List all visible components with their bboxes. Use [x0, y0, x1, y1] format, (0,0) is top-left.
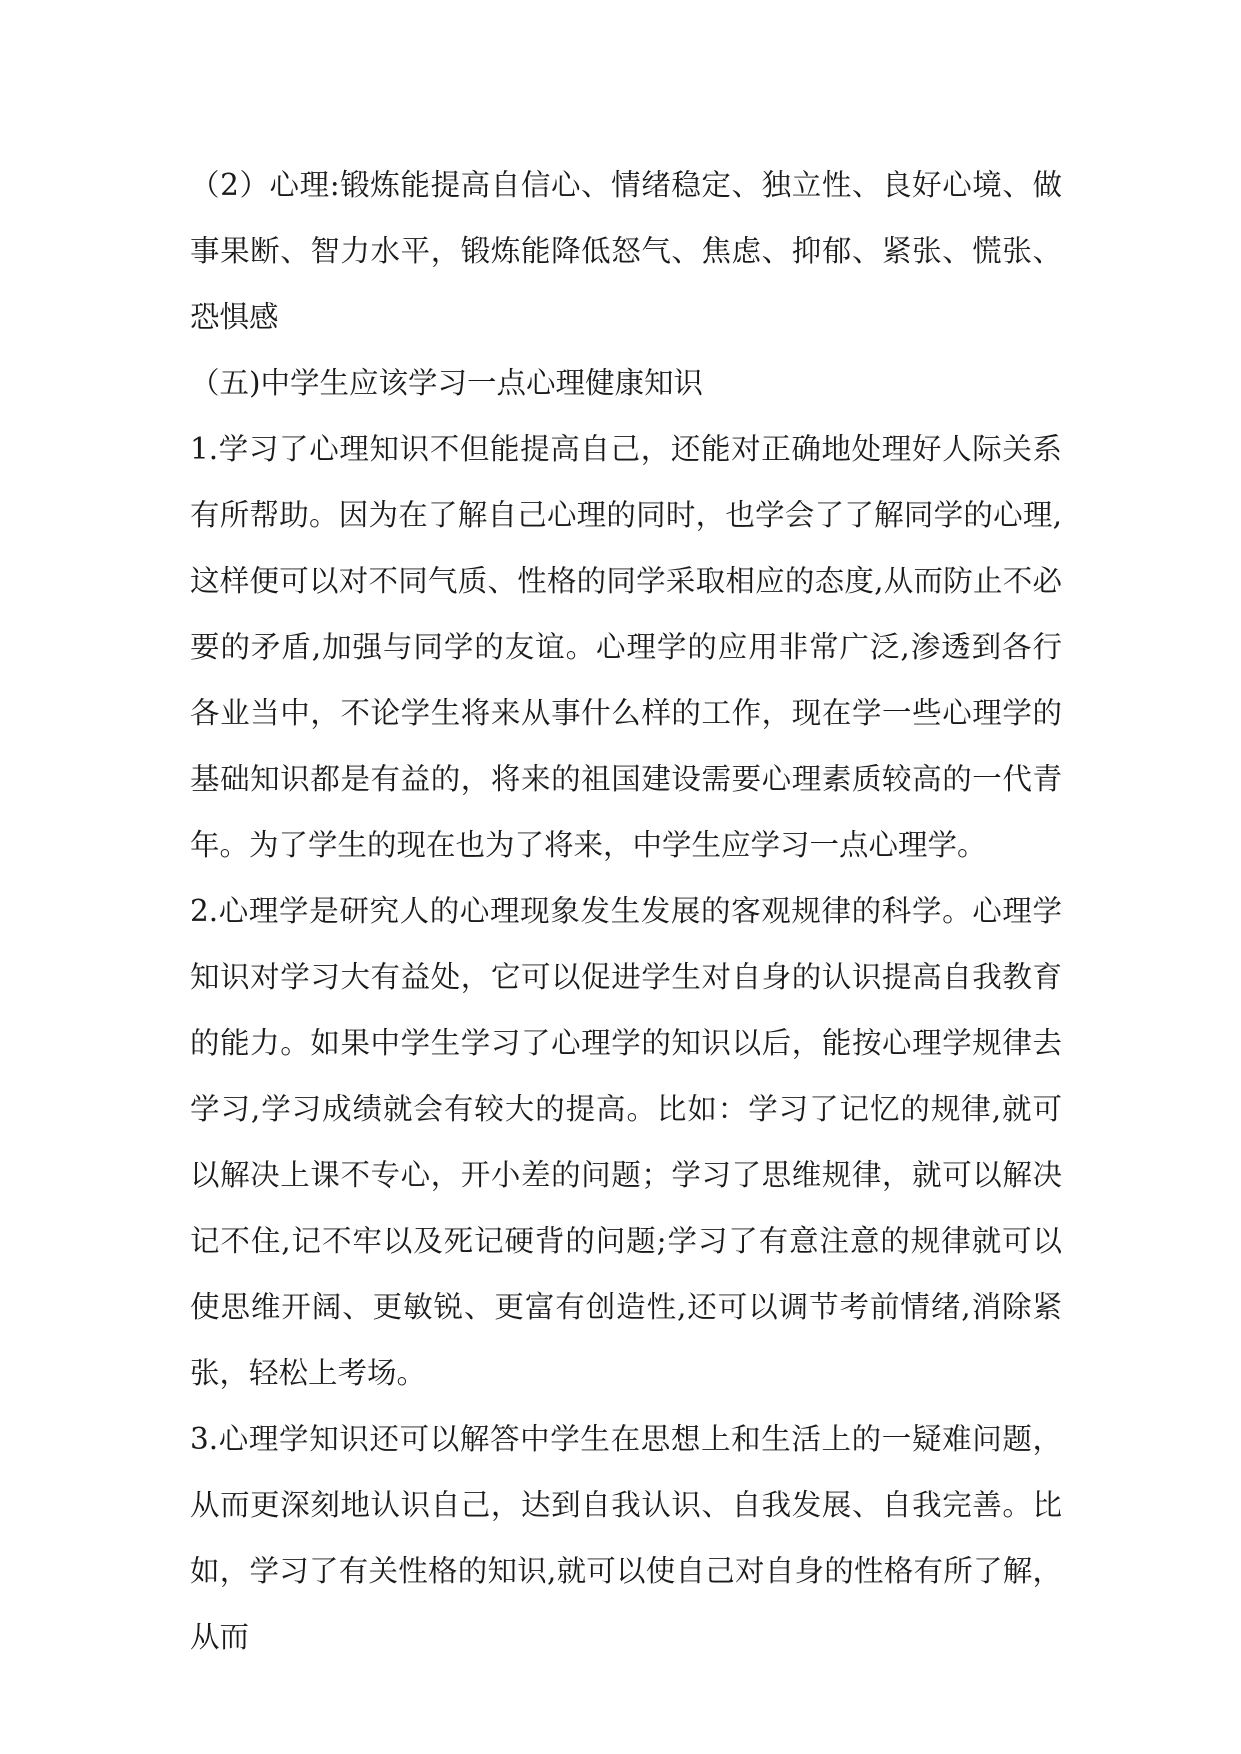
paragraph-point-3: 3.心理学知识还可以解答中学生在思想上和生活上的一疑难问题，从而更深刻地认识自己，达到自我认识、自我发展、自我完善。比如，学习了有关性格的知识,就可以使自己对自身的性格有所了解，从而 — [190, 1422, 1062, 1654]
section-heading-five: （五)中学生应该学习一点心理健康知识 — [190, 366, 704, 400]
paragraph-point-2: 2.心理学是研究人的心理现象发生发展的客观规律的科学。心理学知识对学习大有益处，它可以促进学生对自身的认识提高自我教育的能力。如果中学生学习了心理学的知识以后，能按心理学规律去学习,学习成绩就会有较大的提高。比如：学习了记忆的规律,就可以解决上课不专心，开小差的问题；学习了思维规律，就可以解决记不住,记不牢以及死记硬背的问题;学习了有意注意的规律就可以使思维开阔、更敏锐、更富有创造性,还可以调节考前情绪,消除紧张，轻松上考场。 — [190, 894, 1062, 1390]
paragraph-psychology-benefits: （2）心理:锻炼能提高自信心、情绪稳定、独立性、良好心境、做事果断、智力水平，锻炼能降低怒气、焦虑、抑郁、紧张、慌张、恐惧感 — [190, 168, 1062, 334]
paragraph-point-1: 1.学习了心理知识不但能提高自己，还能对正确地处理好人际关系有所帮助。因为在了解自己心理的同时，也学会了了解同学的心理,这样便可以对不同气质、性格的同学采取相应的态度,从而防止不必要的矛盾,加强与同学的友谊。心理学的应用非常广泛,渗透到各行各业当中，不论学生将来从事什么样的工作，现在学一些心理学的基础知识都是有益的，将来的祖国建设需要心理素质较高的一代青年。为了学生的现在也为了将来，中学生应学习一点心理学。 — [190, 432, 1062, 862]
document-body — [190, 152, 1062, 1670]
